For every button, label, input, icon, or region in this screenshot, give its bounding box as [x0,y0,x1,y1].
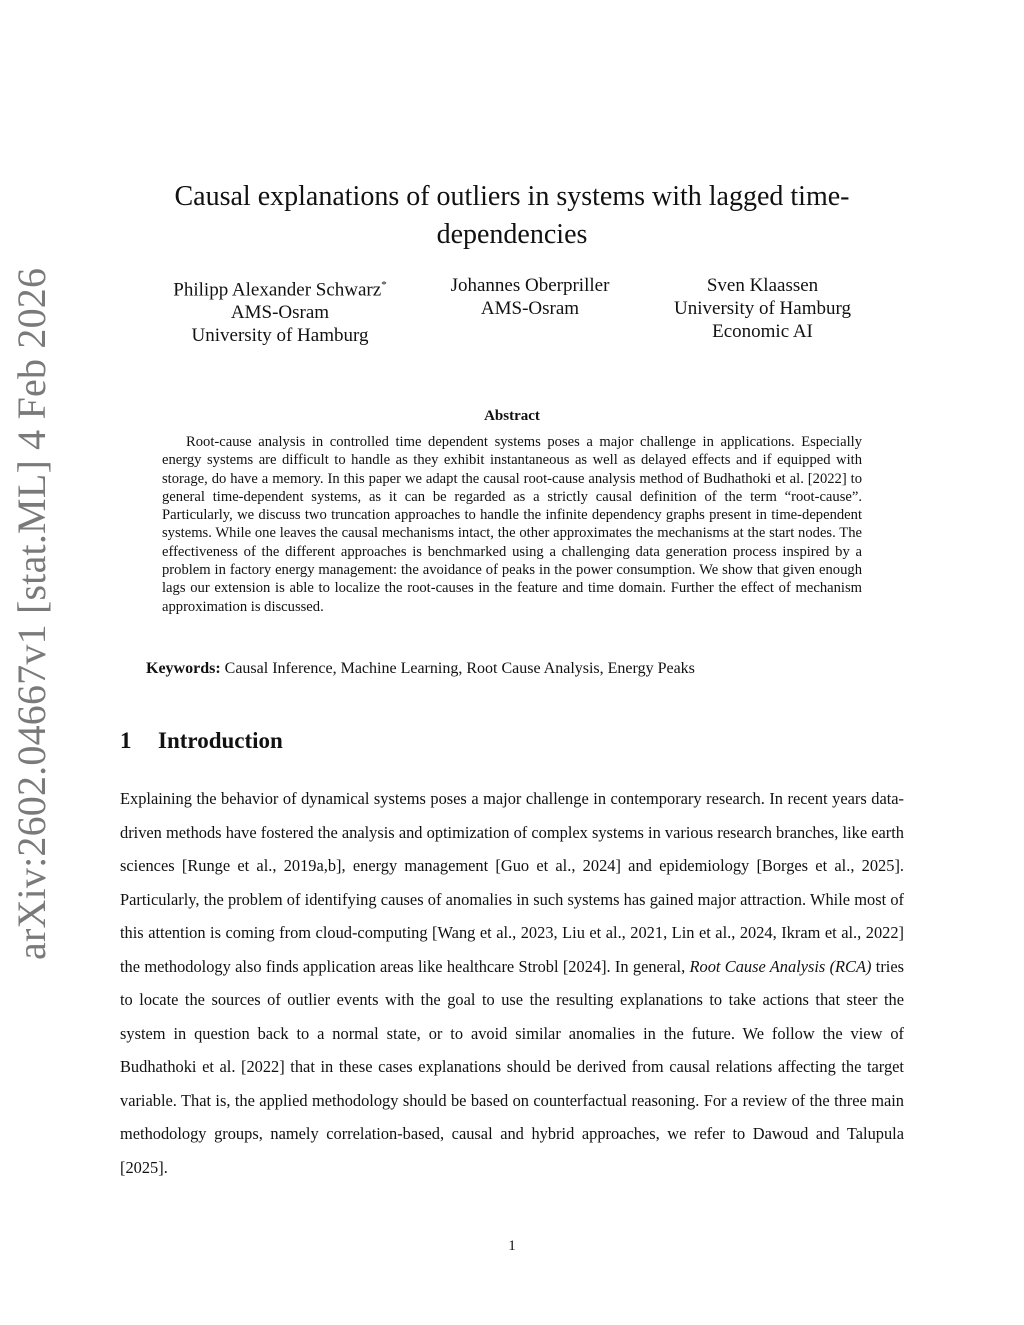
keywords-text: Causal Inference, Machine Learning, Root Cause Analysis, Energy Peaks [224,660,695,677]
paper-title: Causal explanations of outliers in systems with lagged time-dependencies [174,181,850,250]
author-2-affiliation-1: AMS-Osram [480,298,580,319]
author-3-affiliation-2: Economic AI [712,321,813,342]
author-1 [160,274,400,347]
intro-text-part-2: tries to locate the sources of outlier events with the goal to use the resulting explanations to take actions that steer the system in question back to a normal state, or to avoid similar anomalies in the future. We follow the view of Budhathoki et al. [2022] that in these cases explanations should be derived from causal relations affecting the target variable. That is, the applied methodology should be based on counterfactual reasoning. For a review of the three main methodology groups, namely correlation-based, causal and hybrid approaches, we refer to Dawoud and Talupula [2025]. [120,956,904,1177]
section-number: 1 [120,728,132,753]
arxiv-identifier-stamp[interactable]: arXiv:2602.04667v1 [stat.ML] 4 Feb 2026 [9,267,54,960]
author-1-footnote-mark[interactable]: * [381,279,387,291]
page-number: 1 [508,1238,516,1254]
keywords-line [146,660,886,678]
abstract-text: Root-cause analysis in controlled time dependent systems poses a major challenge in applications. Especially energy systems are difficult to handle as they exhibit instantaneous as well as delayed effects and if equipped with storage, do have a memory. In this paper we adapt the causal root-cause analysis method of Budhathoki et al. [2022] to general time-dependent systems, as it can be regarded as a strictly causal definition of the term “root-cause”. Particularly, we discuss two truncation approaches to handle the infinite dependency graphs present in time-dependent systems. While one leaves the causal mechanisms intact, the other approximates the mechanisms at the start nodes. The effectiveness of the different approaches is benchmarked using a challenging data generation process inspired by a problem in factory energy management: the avoidance of peaks in the power consumption. We show that given enough lags our extension is able to localize the root-causes in the feature and time domain. Further the effect of mechanism approximation is discussed. [162,434,862,615]
introduction-paragraph [120,782,904,1184]
author-2 [420,274,640,320]
intro-text-part-1: Explaining the behavior of dynamical systems poses a major challenge in contemporary research. In recent years data-driven methods have fostered the analysis and optimization of complex systems in various research branches, like earth sciences [Runge et al., 2019a,b], energy management [Guo et al., 2024] and epidemiology [Borges et al., 2025]. Particularly, the problem of identifying causes of anomalies in such systems has gained major attraction. While most of this attention is coming from cloud-computing [Wang et al., 2023, Liu et al., 2021, Lin et al., 2024, Ikram et al., 2022] the methodology also finds application areas like healthcare Strobl [2024]. In general, [120,789,904,976]
section-heading [120,728,283,754]
author-3-affiliation-1: University of Hamburg [674,298,851,319]
author-2-name: Johannes Oberpriller [450,275,610,296]
author-3-name: Sven Klaassen [706,275,819,296]
abstract-heading: Abstract [484,408,540,424]
author-1-affiliation-2: University of Hamburg [191,325,369,347]
author-3 [655,274,870,343]
intro-italic-term: Root Cause Analysis (RCA) [689,956,872,976]
author-1-name: Philipp Alexander Schwarz [173,279,382,301]
author-1-affiliation-1: AMS-Osram [230,302,330,324]
section-title: Introduction [158,728,283,753]
keywords-label: Keywords: [146,660,221,677]
